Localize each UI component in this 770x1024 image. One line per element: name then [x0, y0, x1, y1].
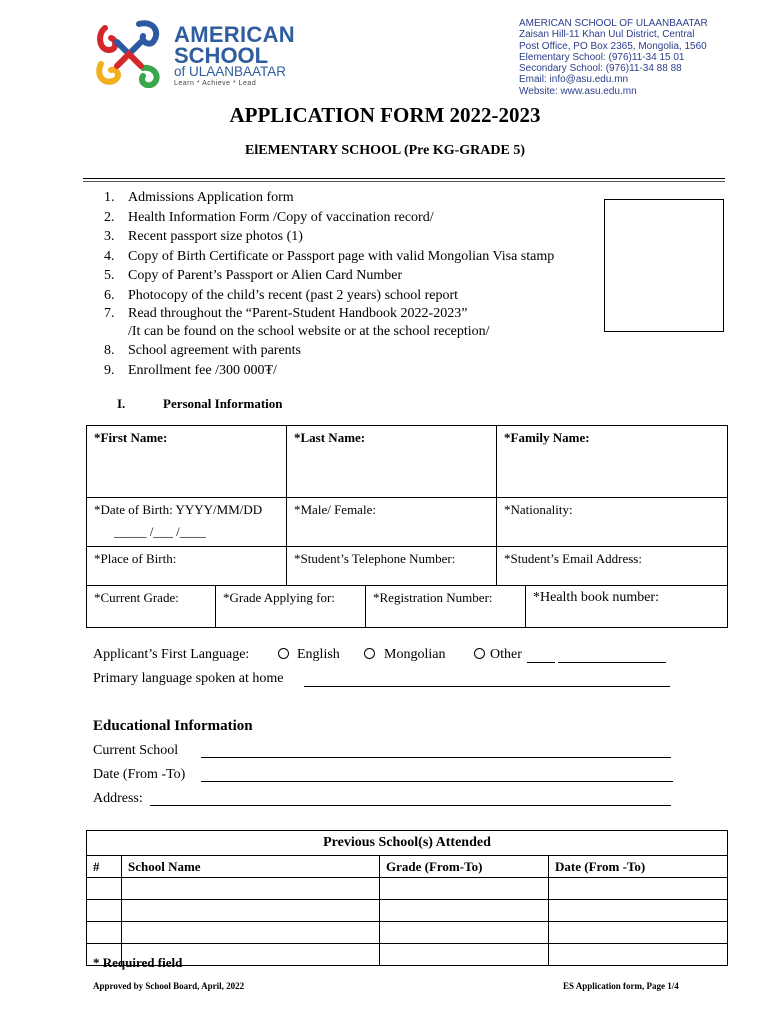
- list-item: 1. Admissions Application form: [104, 190, 294, 205]
- form-subtitle: ElEMENTARY SCHOOL (Pre KG-GRADE 5): [244, 143, 526, 158]
- form-title: APPLICATION FORM 2022-2023: [229, 103, 541, 127]
- date-from-to-label: Date (From -To): [93, 767, 186, 782]
- date-of-birth-label: *Date of Birth: YYYY/MM/DD: [94, 502, 263, 517]
- address-line: AMERICAN SCHOOL OF ULAANBAATAR: [519, 18, 708, 29]
- list-item: 4. Copy of Birth Certificate or Passport page with valid Mongolian Visa stamp: [104, 248, 555, 264]
- address-line: Post Office, PO Box 2365, Mongolia, 1560: [519, 40, 707, 52]
- other-language-input[interactable]: [527, 662, 555, 663]
- other-option-label: Other: [490, 647, 522, 662]
- first-name-field[interactable]: *First Name:: [87, 426, 287, 498]
- table-row[interactable]: [87, 922, 728, 944]
- list-item: 9. Enrollment fee /300 000₮/: [104, 362, 277, 378]
- gender-field[interactable]: *Male/ Female:: [287, 498, 497, 547]
- date-of-birth-field[interactable]: [87, 498, 287, 547]
- photo-box[interactable]: [604, 199, 724, 332]
- address-line: Secondary School: (976)11-34 88 88: [519, 63, 682, 75]
- table-row[interactable]: [87, 878, 728, 900]
- address-line: Zaisan Hill-11 Khan Uul District, Central: [519, 29, 695, 41]
- logo-text-american: AMERICAN: [174, 22, 295, 47]
- table-row[interactable]: [87, 900, 728, 922]
- mongolian-option-label: Mongolian: [384, 647, 446, 662]
- required-field-note: * Required field: [93, 955, 183, 970]
- health-book-field[interactable]: *Health book number:: [533, 590, 659, 605]
- school-address-block: [519, 18, 708, 97]
- footer-approval: Approved by School Board, April, 2022: [93, 981, 245, 991]
- previous-schools-table: [86, 830, 728, 966]
- column-header: Grade (From-To): [380, 856, 549, 878]
- address-line: Email: info@asu.edu.mn: [519, 74, 629, 86]
- logo-tagline: Learn * Achieve * Lead: [174, 80, 257, 87]
- school-logo-icon: [95, 20, 163, 88]
- table-row[interactable]: [87, 944, 728, 966]
- place-of-birth-field[interactable]: *Place of Birth:: [87, 547, 287, 586]
- column-header: School Name: [122, 856, 380, 878]
- current-school-input[interactable]: [201, 757, 671, 758]
- table-caption: Previous School(s) Attended: [87, 831, 728, 856]
- required-documents-list: [104, 188, 554, 380]
- mongolian-radio[interactable]: [364, 648, 375, 659]
- first-language-label: Applicant’s First Language:: [93, 647, 250, 662]
- logo-text-school: SCHOOL: [174, 43, 269, 68]
- table-caption-row: [87, 831, 728, 856]
- grade-applying-field[interactable]: *Grade Applying for:: [216, 586, 366, 627]
- address-input[interactable]: [150, 805, 671, 806]
- address-line: Website: www.asu.edu.mn: [519, 85, 637, 97]
- address-label: Address:: [93, 791, 143, 806]
- divider: [83, 181, 725, 182]
- logo-text-ulaanbaatar: of ULAANBAATAR: [174, 64, 287, 79]
- divider: [83, 178, 725, 179]
- list-item: /It can be found on the school website or at the school reception/: [128, 324, 490, 339]
- personal-info-table: [86, 425, 728, 628]
- educational-info-title: Educational Information: [93, 718, 253, 734]
- english-radio[interactable]: [278, 648, 289, 659]
- family-name-field[interactable]: *Family Name:: [497, 426, 728, 498]
- other-language-input[interactable]: [558, 662, 666, 663]
- current-grade-field[interactable]: *Current Grade:: [87, 586, 216, 627]
- list-item: 3. Recent passport size photos (1): [104, 229, 303, 244]
- list-item: 6. Photocopy of the child’s recent (past 2 years) school report: [104, 287, 459, 303]
- nationality-field[interactable]: *Nationality:: [497, 498, 728, 547]
- address-line: Elementary School: (976)11-34 15 01: [519, 51, 685, 63]
- column-header: Date (From -To): [549, 856, 728, 878]
- list-item: 7. Read throughout the “Parent-Student Handbook 2022-2023”: [104, 306, 468, 321]
- list-item: 5. Copy of Parent’s Passport or Alien Card Number: [104, 268, 403, 283]
- primary-language-input[interactable]: [304, 686, 670, 687]
- table-header-row: [87, 856, 728, 878]
- column-header: #: [87, 856, 122, 878]
- list-item: 2. Health Information Form /Copy of vaccination record/: [104, 209, 434, 225]
- email-field[interactable]: *Student’s Email Address:: [497, 547, 728, 586]
- registration-number-field[interactable]: *Registration Number:: [366, 586, 526, 627]
- date-of-birth-blank: _____ /___ /____: [114, 524, 206, 539]
- english-option-label: English: [297, 647, 340, 662]
- section-title: Personal Information: [163, 396, 283, 411]
- footer-page-number: ES Application form, Page 1/4: [563, 981, 679, 991]
- other-radio[interactable]: [474, 648, 485, 659]
- telephone-field[interactable]: *Student’s Telephone Number:: [287, 547, 497, 586]
- primary-language-label: Primary language spoken at home: [93, 671, 284, 686]
- date-from-to-input[interactable]: [201, 781, 673, 782]
- section-number: I.: [117, 396, 126, 411]
- last-name-field[interactable]: *Last Name:: [287, 426, 497, 498]
- list-item: 8. School agreement with parents: [104, 343, 302, 358]
- current-school-label: Current School: [93, 743, 179, 758]
